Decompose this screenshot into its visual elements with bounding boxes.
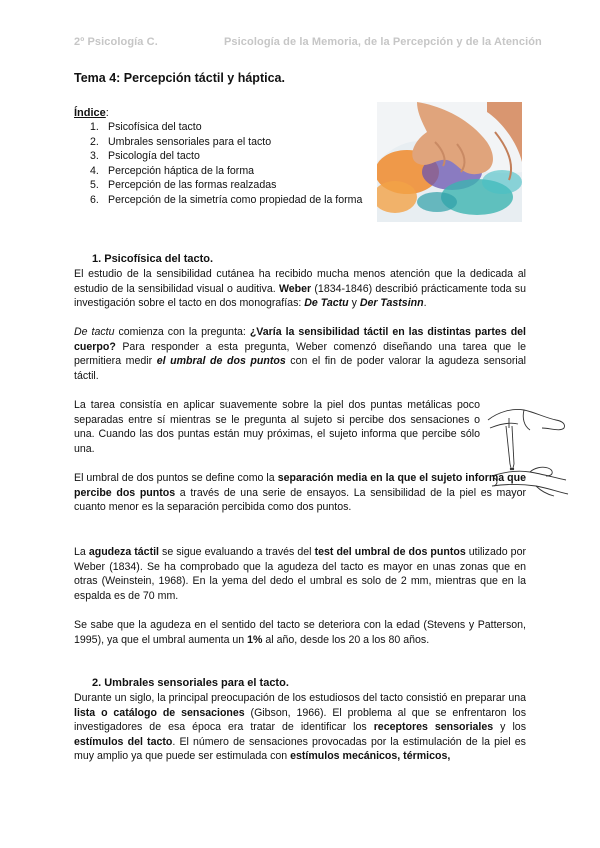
key-question: ¿Varía la sensibilidad táctil en las distintas partes del cuerpo?: [74, 326, 526, 353]
text-run: El umbral de dos puntos se define como la: [74, 472, 278, 484]
monograph-de-tactu: De Tactu: [304, 297, 349, 310]
index-item-number: 1.: [90, 121, 99, 133]
text-run: Durante un siglo, la principal preocupación de los estudiosos del tacto consistió en preparar una: [74, 692, 526, 704]
section-1-heading: 1. Psicofísica del tacto.: [92, 253, 214, 265]
sensory-receptors-term: receptores sensoriales: [373, 721, 494, 734]
section-1-paragraph-1: [74, 267, 526, 311]
text-run: utilizado por Weber (1834). Se ha comprobado que la agudeza del tacto es mayor en unas zonas que en otras (Weinstein, 1968). En la yema del dedo el umbral es solo de 2 mm, mientras que en la espalda es de 70 mm.: [74, 546, 526, 602]
de-tactu-italic: De tactu: [74, 326, 115, 338]
threshold-definition: separación media en la que el sujeto informa que percibe dos puntos: [74, 472, 526, 499]
index-item-number: 5.: [90, 179, 99, 192]
text-run: (1834-1846) describió prácticamente toda su investigación sobre el tacto en dos monografías:: [74, 282, 526, 310]
text-run: El estudio de la sensibilidad cutánea ha recibido mucha menos atención que la dedicada al estudio de la sensibilidad visual o auditiva.: [74, 268, 526, 295]
tactile-acuity-term: agudeza táctil: [88, 546, 159, 558]
section-1-paragraph-4: [74, 471, 526, 515]
header-subject: Psicología de la Memoria, de la Percepción y de la Atención: [224, 36, 542, 48]
text-run: al año, desde los 20 a los 80 años.: [262, 633, 430, 646]
index-item-number: 6.: [90, 193, 99, 206]
section-1-paragraph-3: La tarea consistía en aplicar suavemente sobre la piel dos puntas metálicas poco separadas entre sí mientras se le pregunta al sujeto si percibe dos sensaciones o una. Cuando las dos puntas están muy próximas, el sujeto informa que percibe sólo una.: [74, 399, 480, 455]
text-run: y los: [493, 721, 526, 734]
index-colon: :: [105, 107, 109, 119]
weber-name: Weber: [278, 282, 312, 295]
section-2-paragraph-1: [74, 691, 526, 764]
index-item-text: Umbrales sensoriales para el tacto: [108, 135, 272, 148]
section-1-paragraph-5: [74, 545, 526, 603]
text-run: . El número de sensaciones provocadas por la estimulación de la piel es muy amplio ya que puede ser estimulada con: [74, 735, 526, 763]
index-item-number: 2.: [90, 135, 99, 148]
two-point-threshold-term: el umbral de dos puntos: [156, 355, 286, 368]
index-item-text: Psicología del tacto: [108, 150, 200, 163]
annual-increase-value: 1%: [247, 633, 263, 646]
text-run: Para responder a esta pregunta, Weber comenzó diseñando una tarea que le permitiera medir: [74, 340, 526, 368]
section-1-paragraph-6: [74, 618, 526, 647]
text-run: con el fin de poder valorar la agudeza sensorial táctil.: [74, 355, 526, 382]
index-item: [90, 120, 368, 135]
stimulus-types-term: estímulos mecánicos, térmicos,: [290, 750, 451, 763]
index-item: [90, 135, 368, 150]
text-run: y: [348, 297, 360, 310]
hands-painting-illustration: [377, 102, 522, 222]
text-run: .: [423, 297, 427, 310]
index-item-text: Percepción de la simetría como propiedad de la forma: [108, 193, 363, 206]
index-item-text: Psicofísica del tacto: [108, 121, 202, 133]
index-item-text: Percepción de las formas realzadas: [108, 179, 277, 192]
index-heading: [74, 107, 109, 119]
index-item: [90, 149, 368, 164]
index-item-text: Percepción háptica de la forma: [108, 164, 255, 177]
two-point-test-term: test del umbral de dos puntos: [314, 546, 466, 558]
index-item-number: 4.: [90, 164, 99, 177]
index-item: [90, 164, 368, 179]
index-item-number: 3.: [90, 150, 99, 163]
sensation-list-term: lista o catálogo de sensaciones: [74, 706, 245, 719]
section-1-paragraph-2: [74, 325, 526, 383]
text-run: Se sabe que la agudeza en el sentido del tacto se deteriora con la edad (Stevens y Patterson, 1995), ya que el umbral aumenta un: [74, 619, 526, 646]
page-title: Tema 4: Percepción táctil y háptica.: [74, 71, 285, 85]
text-run: a través de una serie de ensayos. La sensibilidad de la piel es mayor cuanto menor es la separación percibida como dos puntos.: [74, 486, 526, 514]
index-item: [90, 193, 368, 208]
text-run: se sigue evaluando a través del: [158, 546, 315, 558]
index-list: [90, 120, 368, 208]
monograph-der-tastsinn: Der Tastsinn: [359, 297, 424, 310]
header-course: 2º Psicología C.: [74, 36, 158, 48]
index-item: [90, 178, 368, 193]
section-2-heading: 2. Umbrales sensoriales para el tacto.: [92, 677, 289, 689]
touch-stimuli-term: estímulos del tacto: [74, 735, 173, 748]
index-label: Índice: [74, 107, 106, 119]
text-run: La: [74, 546, 89, 558]
hands-painting-photo: [377, 102, 522, 222]
text-run: (Gibson, 1966). El problema al que se enfrentaron los investigadores de esa época era tratar de identificar los: [74, 706, 526, 734]
text-run: comienza con la pregunta:: [114, 326, 250, 338]
